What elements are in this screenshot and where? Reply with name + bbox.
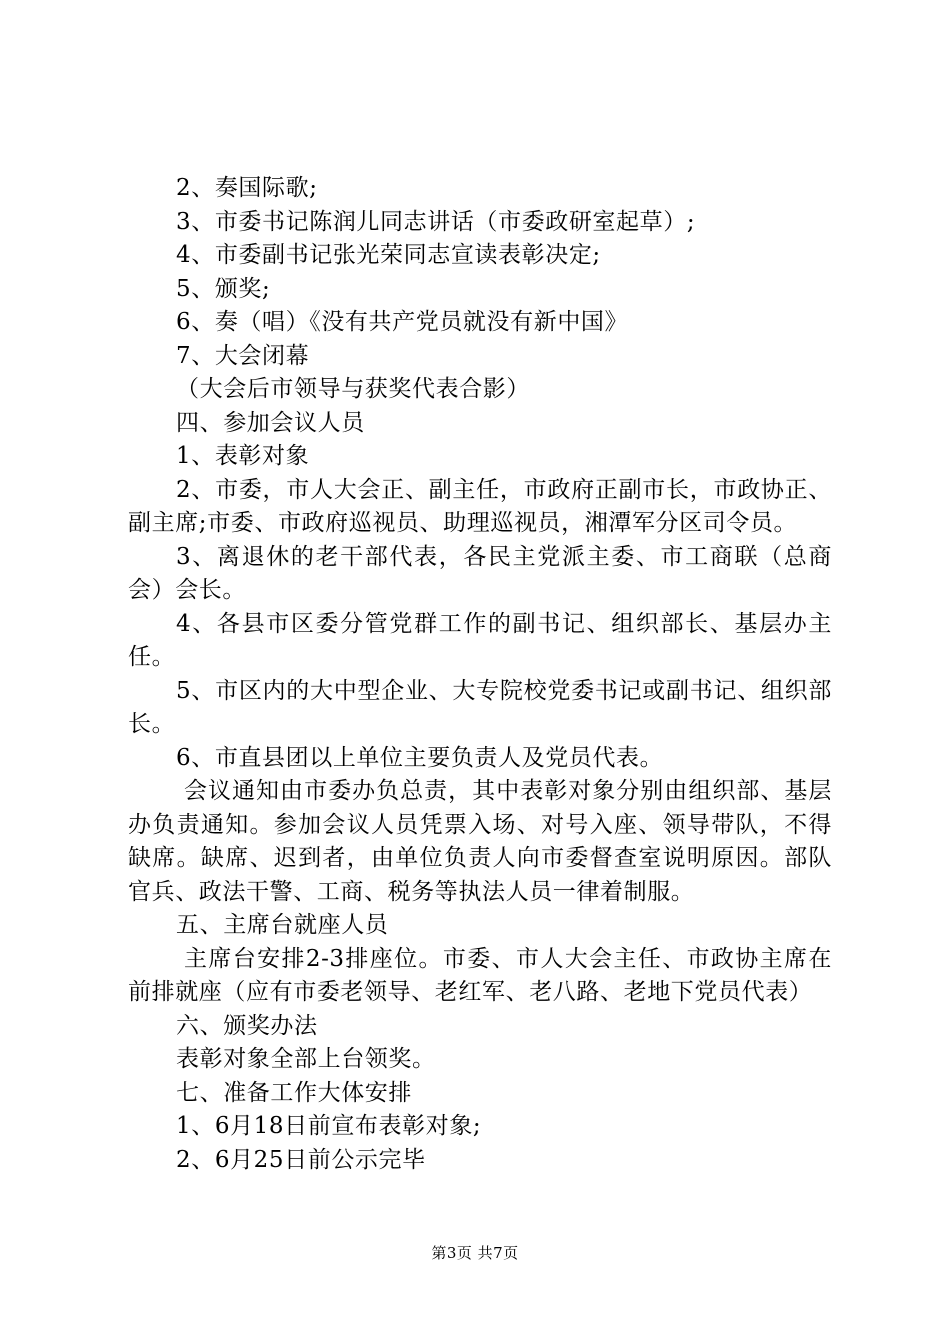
section-6-body: 表彰对象全部上台领奖。 [176, 1046, 436, 1072]
page-number-footer: 第3页 共7页 [431, 1244, 519, 1262]
prep-item-1: 1、6月18日前宣布表彰对象; [176, 1113, 482, 1139]
attendee-item-5: 5、市区内的大中型企业、大专院校党委书记或副书记、组织部长。 [128, 677, 832, 737]
meeting-notice-paragraph: 会议通知由市委办负总责，其中表彰对象分别由组织部、基层办负责通知。参加会议人员凭票入场、对号入座、领导带队，不得缺席。缺席、迟到者，由单位负责人向市委督查室说明原因。部队官兵、政法干警、工商、税务等执法人员一律着制服。 [128, 778, 832, 905]
attendee-item-4: 4、各县市区委分管党群工作的副书记、组织部长、基层办主任。 [128, 610, 832, 670]
agenda-item-7: 7、大会闭幕 [176, 342, 310, 369]
section-5-body: 主席台安排2-3排座位。市委、市人大会主任、市政协主席在前排就座（应有市委老领导、老红军、老八路、老地下党员代表） [128, 945, 832, 1005]
attendee-item-1: 1、表彰对象 [176, 443, 310, 469]
section-4-title: 四、参加会议人员 [176, 409, 365, 436]
attendee-item-2: 2、市委，市人大会正、副主任，市政府正副市长，市政协正、副主席;市委、市政府巡视员、助理巡视员，湘潭军分区司令员。 [128, 476, 832, 536]
agenda-item-3: 3、市委书记陈润儿同志讲话（市委政研室起草）; [176, 208, 696, 235]
document-body [128, 172, 832, 1177]
section-7-title: 七、准备工作大体安排 [176, 1079, 412, 1106]
agenda-note: （大会后市领导与获奖代表合影） [176, 376, 530, 402]
agenda-item-6: 6、奏（唱）《没有共产党员就没有新中国》 [176, 309, 629, 335]
agenda-item-2: 2、奏国际歌; [176, 175, 318, 201]
prep-item-2: 2、6月25日前公示完毕 [176, 1146, 426, 1173]
section-5-title: 五、主席台就座人员 [176, 912, 389, 938]
agenda-item-4: 4、市委副书记张光荣同志宣读表彰决定; [176, 242, 601, 268]
section-6-title: 六、颁奖办法 [176, 1012, 318, 1039]
agenda-item-5: 5、颁奖; [176, 275, 271, 302]
attendee-item-3: 3、离退休的老干部代表，各民主党派主委、市工商联（总商会）会长。 [128, 543, 832, 603]
attendee-item-6: 6、市直县团以上单位主要负责人及党员代表。 [176, 744, 664, 771]
